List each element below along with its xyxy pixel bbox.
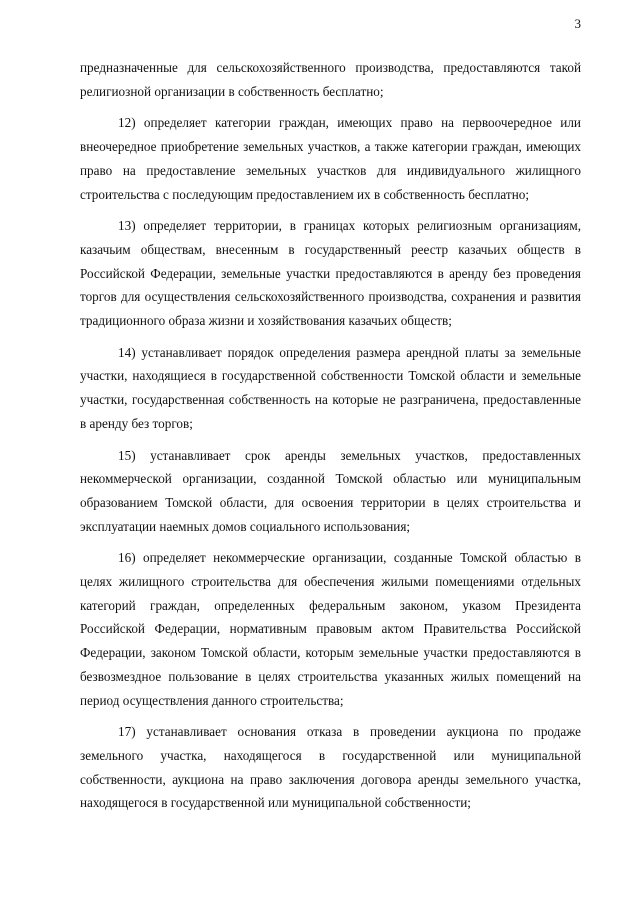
page-number: 3 [574, 16, 581, 31]
document-body [80, 56, 581, 815]
list-item-15: 15) устанавливает срок аренды земельных участков, предоставленных некоммерческой организации, созданной Томской областью или муниципальным образованием Томской области, для освоения территории в целях строительства и эксплуатации наемных домов социального использования; [80, 447, 581, 534]
list-item-12: 12) определяет категории граждан, имеющих право на первоочередное или внеочередное приобретение земельных участков, а также категории граждан, имеющих право на предоставление земельных участков для индивидуального жилищного строительства с последующим предоставлением их в собственность бесплатно; [80, 115, 581, 202]
list-item-17: 17) устанавливает основания отказа в проведении аукциона по продаже земельного участка, находящегося в государственной или муниципальной собственности, аукциона на право заключения договора аренды земельного участка, находящегося в государственной или муниципальной собственности; [80, 724, 581, 811]
paragraph-continuation: предназначенные для сельскохозяйственного производства, предоставляются такой религиозной организации в собственность бесплатно; [80, 60, 581, 99]
list-item-16: 16) определяет некоммерческие организации, созданные Томской областью в целях жилищного строительства для обеспечения жилыми помещениями отдельных категорий граждан, определенных федеральным законом, указом Президента Российской Федерации, нормативным правовым актом Правительства Российской Федерации, законом Томской области, которым земельные участки предоставляются в безвозмездное пользование в целях строительства указанных жилых помещений на период осуществления данного строительства; [80, 550, 581, 708]
list-item-14: 14) устанавливает порядок определения размера арендной платы за земельные участки, находящиеся в государственной собственности Томской области и земельные участки, государственная собственность на которые не разграничена, предоставленные в аренду без торгов; [80, 344, 581, 431]
list-item-13: 13) определяет территории, в границах которых религиозным организациям, казачьим обществам, внесенным в государственный реестр казачьих обществ в Российской Федерации, земельные участки предоставляются в аренду без проведения торгов для осуществления сельскохозяйственного производства, сохранения и развития традиционного образа жизни и хозяйствования казачьих обществ; [80, 218, 581, 329]
